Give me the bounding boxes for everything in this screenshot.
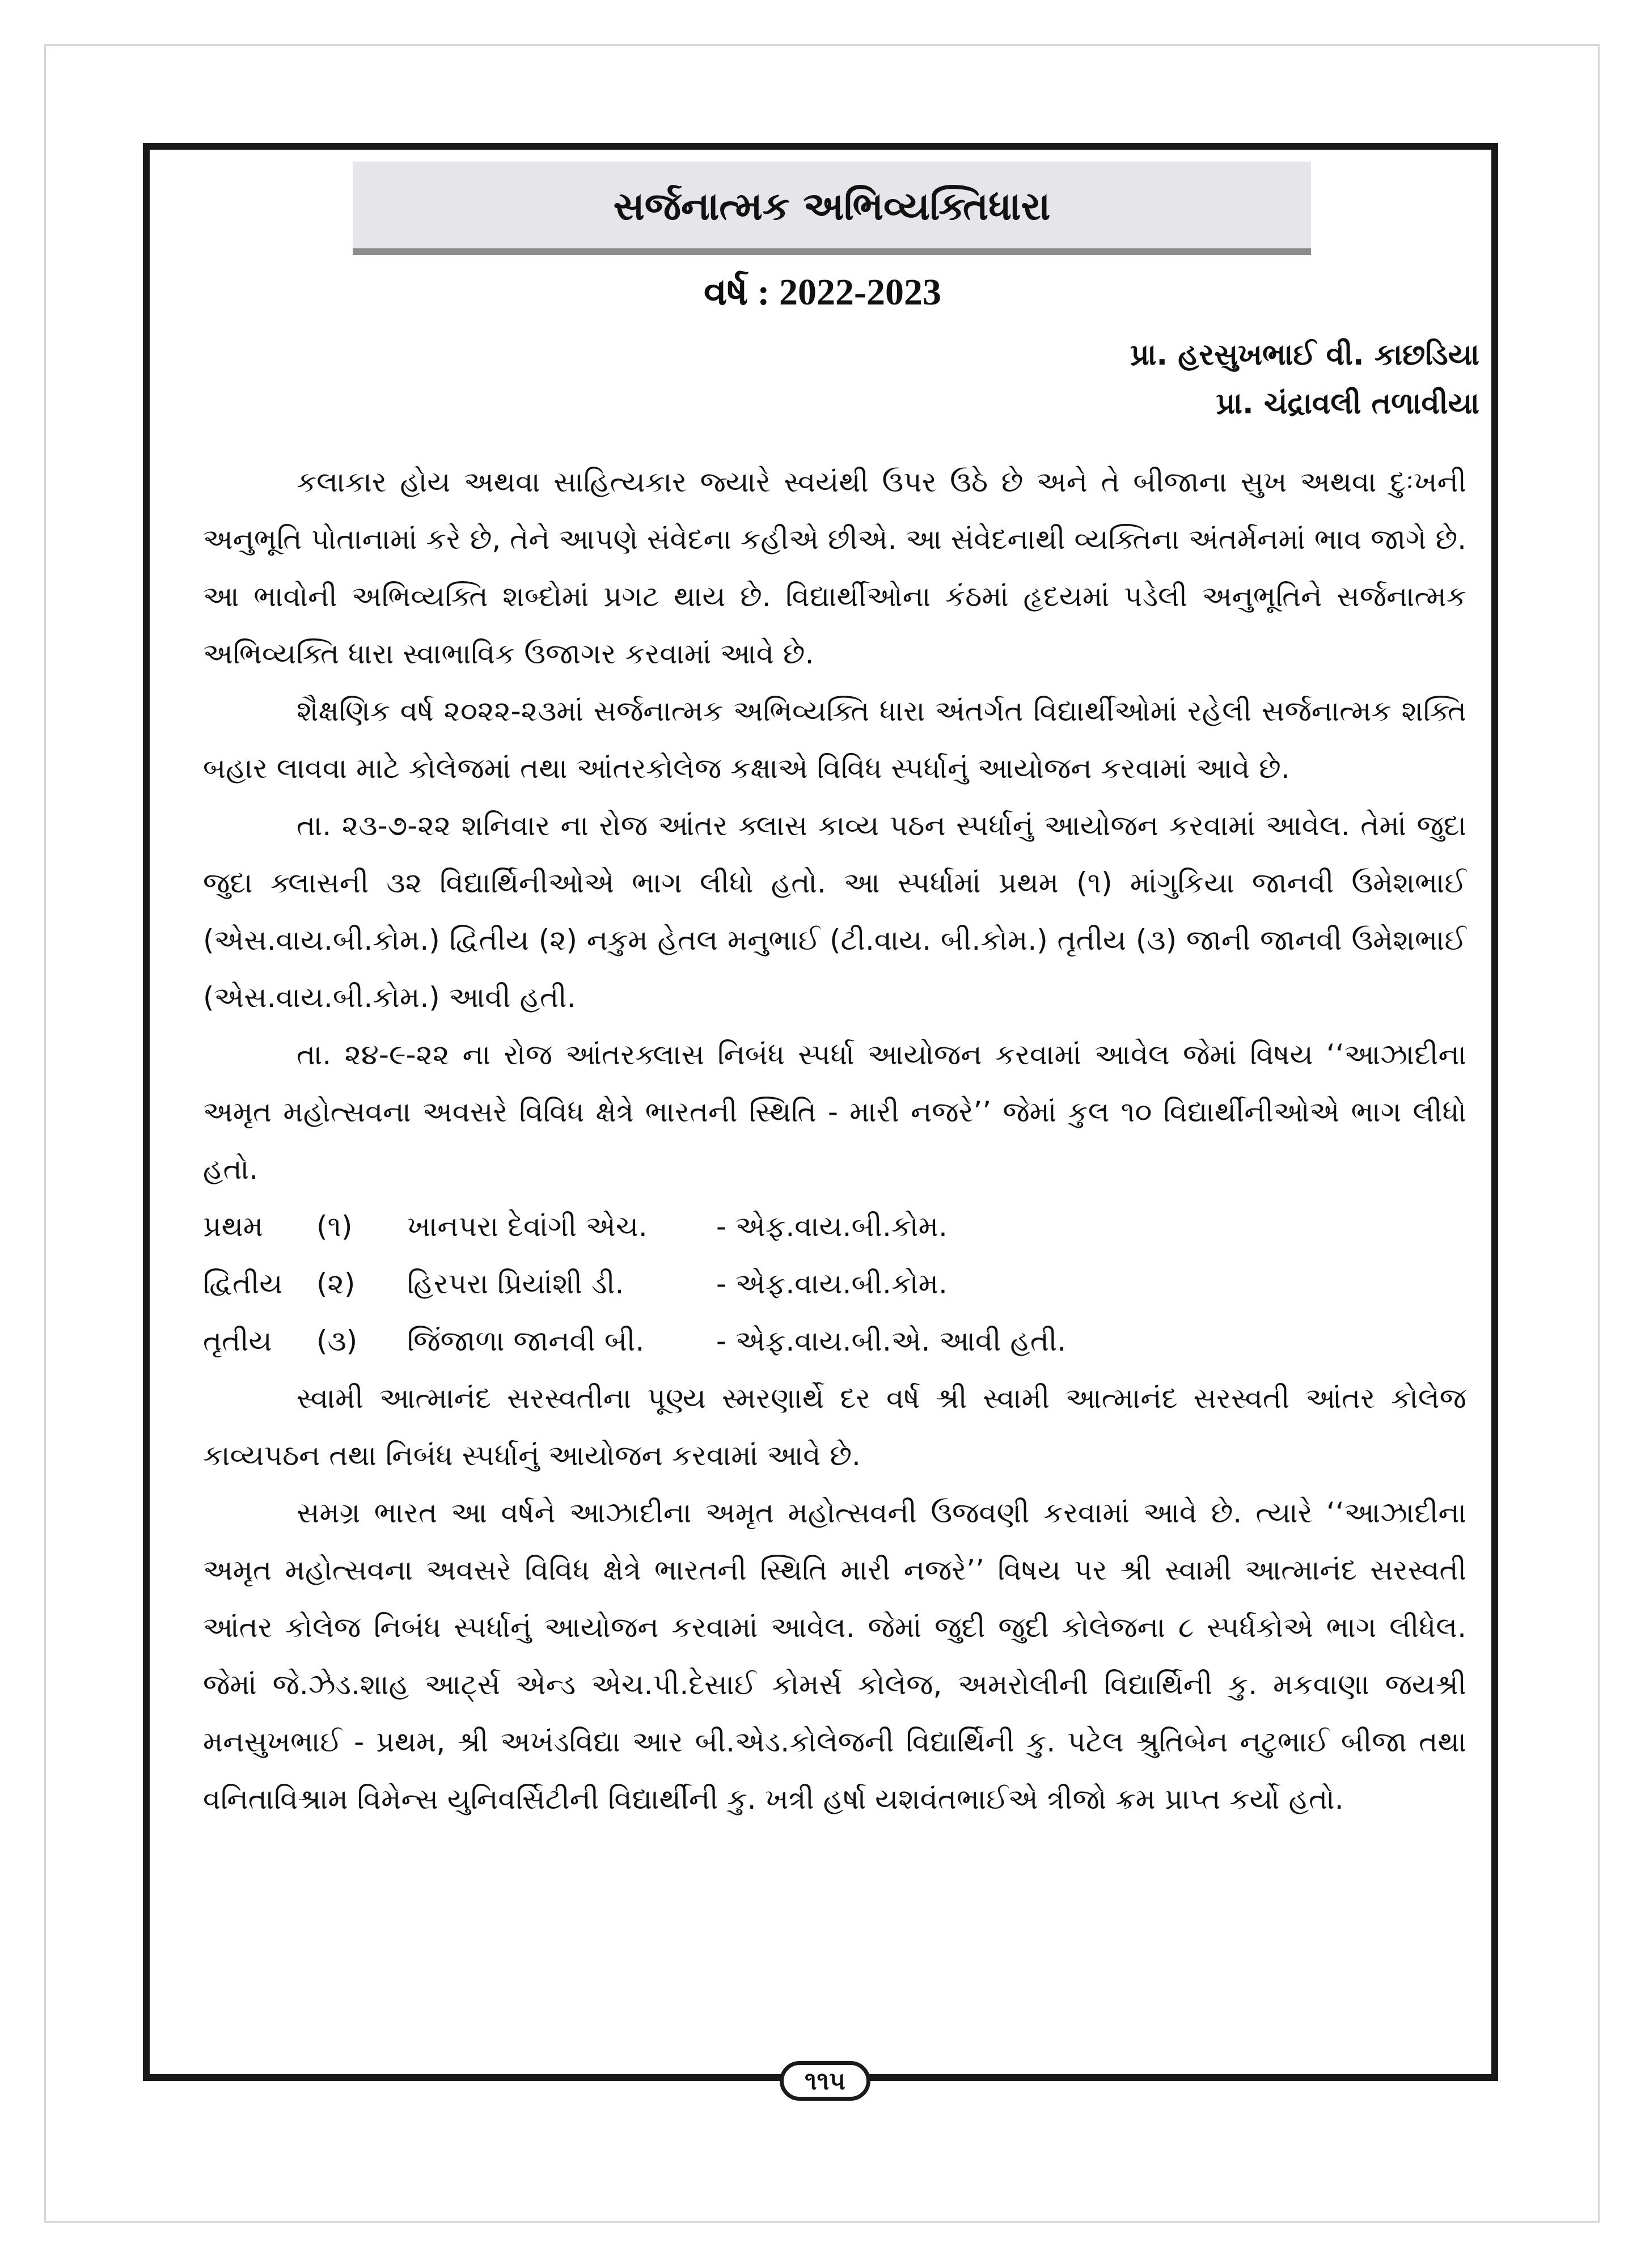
result-name: જિંજાળા જાનવી બી.	[407, 1325, 645, 1357]
paragraph-poetry-competition: તા. ૨૩-૭-૨૨ શનિવાર ના રોજ આંતર ક્લાસ કાવ્ય પઠન સ્પર્ધાનું આયોજન કરવામાં આવેલ. તેમાં જુદા જુદા ક્લાસની ૩૨ વિદ્યાર્થિનીઓએ ભાગ લીધો હતો. આ સ્પર્ધામાં પ્રથમ (૧) માંગુકિયા જાનવી ઉમેશભાઈ (એસ.વાય.બી.કોમ.) દ્વિતીય (૨) નકુમ હેતલ મનુભાઈ (ટી.વાય. બી.કોમ.) તૃતીય (૩) જાની જાનવી ઉમેશભાઈ (એસ.વાય.બી.કોમ.) આવી હતી.	[203, 809, 1466, 1014]
result-row	[203, 1313, 1466, 1370]
result-row	[203, 1198, 1466, 1255]
paragraph-year-overview: શૈક્ષણિક વર્ષ ૨૦૨૨-૨૩માં સર્જનાત્મક અભિવ્યક્તિ ધારા અંતર્ગત વિદ્યાર્થીઓમાં રહેલી સર્જનાત્મક શક્તિ બહાર લાવવા માટે કોલેજમાં તથા આંતરકોલેજ કક્ષાએ વિવિધ સ્પર્ધાનું આયોજન કરવામાં આવે છે.	[203, 695, 1466, 785]
result-rank: તૃતીય	[203, 1325, 272, 1357]
paragraph-amrut-mahotsav: સમગ્ર ભારત આ વર્ષને આઝાદીના અમૃત મહોત્સવની ઉજવણી કરવામાં આવે છે. ત્યારે ‘‘આઝાદીના અમૃત મહોત્સવના અવસરે વિવિધ ક્ષેત્રે ભારતની સ્થિતિ મારી નજરે’’ વિષય પર શ્રી સ્વામી આત્માનંદ સરસ્વતી આંતર કોલેજ નિબંધ સ્પર્ધાનું આયોજન કરવામાં આવેલ. જેમાં જુદી જુદી કોલેજના ૮ સ્પર્ધકોએ ભાગ લીધેલ. જેમાં જે.ઝેડ.શાહ આર્ટ્સ એન્ડ એચ.પી.દેસાઈ કોમર્સ કોલેજ, અમરોલીની વિદ્યાર્થિની કુ. મકવાણા જયશ્રી મનસુખભાઈ - પ્રથમ, શ્રી અખંડવિદ્યા આર બી.એડ.કોલેજની વિદ્યાર્થિની કુ. પટેલ શ્રુતિબેન નટુભાઈ બીજા તથા વનિતાવિશ્રામ વિમેન્સ યુનિવર્સિટીની વિદ્યાર્થીની કુ. ખત્રી હર્ષા યશવંતભાઈએ ત્રીજો ક્રમ પ્રાપ્ત કર્યો હતો.	[203, 1496, 1466, 1816]
result-number: (૧)	[316, 1210, 353, 1243]
result-class: - એફ.વાય.બી.એ. આવી હતી.	[716, 1325, 1067, 1357]
academic-year: વર્ષ : 2022-2023	[704, 272, 941, 313]
result-rank: પ્રથમ	[203, 1210, 264, 1243]
result-row	[203, 1255, 1466, 1313]
article-body	[203, 454, 1466, 1828]
result-number: (૨)	[316, 1267, 356, 1300]
result-class: - એફ.વાય.બી.કોમ.	[716, 1210, 948, 1243]
page-number-badge: ૧૧૫	[780, 2061, 870, 2101]
result-rank: દ્વિતીય	[203, 1267, 283, 1300]
page-title: સર્જનાત્મક અભિવ્યક્તિધારા	[353, 162, 1311, 252]
title-underline-shadow	[353, 248, 1311, 255]
paragraph-inter-college: સ્વામી આત્માનંદ સરસ્વતીના પૂણ્ય સ્મરણાર્થે દર વર્ષ શ્રી સ્વામી આત્માનંદ સરસ્વતી આંતર કોલેજ કાવ્યપઠન તથા નિબંધ સ્પર્ધાનું આયોજન કરવામાં આવે છે.	[203, 1382, 1466, 1472]
result-name: ખાનપરા દેવાંગી એચ.	[407, 1210, 648, 1243]
author-1: પ્રા. હરસુખભાઈ વી. કાછડિયા	[1130, 338, 1479, 372]
paragraph-intro: કલાકાર હોય અથવા સાહિત્યકાર જ્યારે સ્વયંથી ઉપર ઉઠે છે અને તે બીજાના સુખ અથવા દુઃખની અનુભૂતિ પોતાનામાં કરે છે, તેને આપણે સંવેદના કહીએ છીએ. આ સંવેદનાથી વ્યક્તિના અંતર્મનમાં ભાવ જાગે છે. આ ભાવોની અભિવ્યક્તિ શબ્દોમાં પ્રગટ થાય છે. વિદ્યાર્થીઓના કંઠમાં હૃદયમાં પડેલી અનુભૂતિને સર્જનાત્મક અભિવ્યક્તિ ધારા સ્વાભાવિક ઉજાગર કરવામાં આવે છે.	[203, 466, 1466, 670]
paragraph-essay-competition: તા. ૨૪-૯-૨૨ ના રોજ આંતરક્લાસ નિબંધ સ્પર્ધા આયોજન કરવામાં આવેલ જેમાં વિષય ‘‘આઝાદીના અમૃત મહોત્સવના અવસરે વિવિધ ક્ષેત્રે ભારતની સ્થિતિ - મારી નજરે’’ જેમાં કુલ ૧૦ વિદ્યાર્થીનીઓએ ભાગ લીધો હતો.	[203, 1038, 1466, 1186]
result-name: હિરપરા પ્રિયાંશી ડી.	[407, 1267, 624, 1300]
result-class: - એફ.વાય.બી.કોમ.	[716, 1267, 948, 1300]
author-2: પ્રા. ચંદ્રાવલી તળાવીયા	[1216, 387, 1479, 421]
results-list	[203, 1198, 1466, 1370]
result-number: (૩)	[316, 1325, 358, 1357]
